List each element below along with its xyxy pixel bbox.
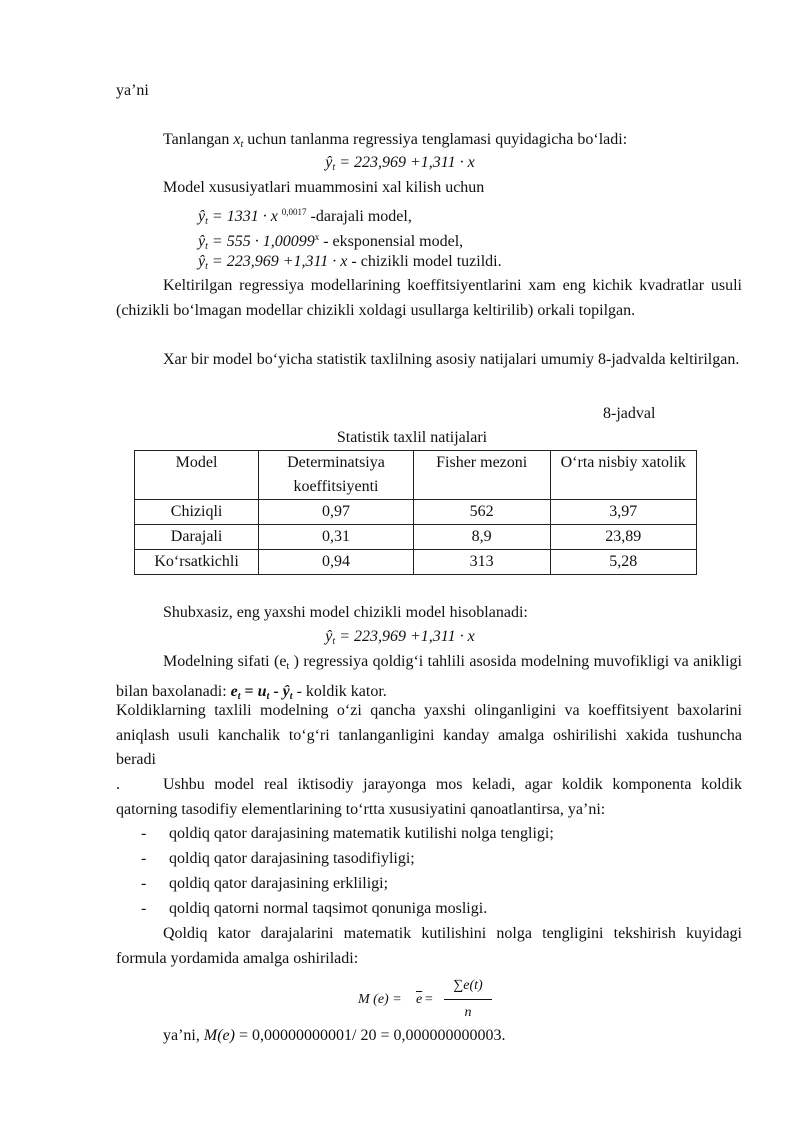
table-row xyxy=(135,525,697,550)
math-expr: = 223,969 +1,311 · x xyxy=(335,154,475,171)
math-sup: 0,0017 xyxy=(281,207,307,217)
math-var: ŷ xyxy=(325,154,333,171)
text-run: - koldik kator. xyxy=(292,682,387,700)
math-var: ŷ xyxy=(198,233,206,250)
model-intro: Model xususiyatlari muammosini xal kilish uchun xyxy=(163,179,485,196)
bullet-item: qoldiq qator darajasining erkliligi; xyxy=(169,875,389,892)
table-number: 8-jadval xyxy=(603,405,656,422)
math-sub: t xyxy=(332,636,336,647)
math-sub: t xyxy=(286,661,290,672)
math-var: u xyxy=(257,682,267,700)
table-cell: 0,97 xyxy=(259,500,414,525)
paragraph-koldiklarning: Koldiklarning taxlili modelning o‘zi qancha yaxshi olinganligini va koeffitsiyent baxolarini aniqlash usuli kanchalik to‘g‘ri tanlanganligini kanday amalga oshirilishi xakida tushuncha beradi xyxy=(116,702,742,768)
bullet-item: qoldiq qator darajasining tasodifiyligi; xyxy=(169,850,415,867)
table-title: Statistik taxlil natijalari xyxy=(336,429,488,446)
math-sub: t xyxy=(266,690,270,702)
final-result xyxy=(163,1024,505,1048)
text-run: ) regressiya qoldig‘i tahlili asosida modelning muvofikligi va anikligi bilan baxolanadi: xyxy=(116,653,743,700)
math-sub: t xyxy=(205,241,208,252)
bullet-item: qoldiq qator darajasining matematik kutilishi nolga tengligi; xyxy=(169,825,554,842)
math-expr: = 223,969 +1,311 · x xyxy=(335,628,475,645)
text-run: ya’ni, xyxy=(163,1027,204,1044)
text-run: = 0,00000000001/ 20 = 0,000000000003. xyxy=(234,1027,506,1044)
paragraph-qoldiq-kator: Qoldiq kator darajalarini matematik kutilishini nolga tengligini tekshirish kuyidagi formula yordamida amalga oshiriladi: xyxy=(116,925,742,967)
formula-numerator: ∑e(t) xyxy=(453,978,483,993)
table-cell: 3,97 xyxy=(550,500,696,525)
stray-dot: . xyxy=(116,776,120,793)
formula-ebar: $\overline{e}$ xyxy=(416,992,423,1007)
math-var: ŷ xyxy=(325,628,333,645)
math-var: ŷ xyxy=(282,682,290,700)
math-var: ŷ xyxy=(198,253,206,270)
bullet-dash: - xyxy=(141,900,147,917)
math-expr: = 555 · 1,00099 xyxy=(207,233,315,250)
text-run: - chizikli model tuzildi. xyxy=(351,253,502,270)
text-run: uchun tanlanma regressiya tenglamasi quyidagicha bo‘ladi: xyxy=(243,131,628,148)
bullet-dash: - xyxy=(141,850,147,867)
paragraph-keltirilgan: Keltirilgan regressiya modellarining koeffitsiyentlarini xam eng kichik kvadratlar usuli (chizikli bo‘lmagan modellar chizikli xoldagi usullarga keltirilib) orkali topilgan. xyxy=(116,277,742,319)
math-sub: t xyxy=(205,216,208,227)
bullet-dash: - xyxy=(141,825,147,842)
math-sub: t xyxy=(205,261,208,272)
formula-denominator: n xyxy=(464,1005,472,1020)
paragraph-xar-bir: Xar bir model bo‘yicha statistik taxlilning asosiy natijalari umumiy 8-jadvalda keltirilgan. xyxy=(163,351,740,368)
table-cell: 562 xyxy=(413,500,550,525)
table-cell: 5,28 xyxy=(550,550,696,575)
paragraph-shubxasiz: Shubxasiz, eng yaxshi model chizikli model hisoblanadi: xyxy=(163,604,528,621)
paragraph-ushbu-model: Ushbu model real iktisodiy jarayonga mos keladi, agar koldik komponenta koldik qatorning tasodifiy elementlarining to‘rtta xususiyatini qanoatlantirsa, ya’ni: xyxy=(116,776,742,818)
math-op: = xyxy=(240,682,258,700)
yani-line: ya’ni xyxy=(116,82,149,99)
header-cell: Model xyxy=(135,451,259,500)
text-run: -darajali model, xyxy=(306,208,412,225)
table-cell: 23,89 xyxy=(550,525,696,550)
table-cell: 0,31 xyxy=(259,525,414,550)
table-cell: 0,94 xyxy=(259,550,414,575)
header-cell: Fisher mezoni xyxy=(413,451,550,500)
table-cell: Chiziqli xyxy=(135,500,259,525)
table-row xyxy=(135,550,697,575)
math-sub: t xyxy=(237,690,241,702)
math-sub: t xyxy=(332,162,336,173)
fraction-bar xyxy=(444,999,492,1000)
bullet-item: qoldiq qatorni normal taqsimot qonuniga mosligi. xyxy=(169,900,488,917)
header-cell: O‘rta nisbiy xatolik xyxy=(550,451,696,500)
math-expr: = 223,969 +1,311 · x xyxy=(207,253,352,270)
math-expr: = 1331 · x xyxy=(207,208,282,225)
table-cell: 8,9 xyxy=(413,525,550,550)
bullet-dash: - xyxy=(141,875,147,892)
math-var: ŷ xyxy=(198,208,206,225)
table-row xyxy=(135,500,697,525)
math-sup: x xyxy=(314,232,320,242)
text-run: Modelning sifati (e xyxy=(163,653,287,670)
header-cell: Determinatsiya koeffitsiyenti xyxy=(259,451,414,500)
text-run: - eksponensial model, xyxy=(319,233,464,250)
table-cell: Ko‘rsatkichli xyxy=(135,550,259,575)
text-run: Tanlangan xyxy=(163,131,234,148)
math-op: - xyxy=(269,682,283,700)
table-cell: 313 xyxy=(413,550,550,575)
results-table xyxy=(134,450,697,575)
math-var: x xyxy=(233,131,241,148)
math-sub: t xyxy=(289,690,293,702)
math-sub: t xyxy=(240,139,244,150)
formula-lhs: M (e) = xyxy=(358,992,402,1007)
math-var: e xyxy=(230,682,238,700)
table-cell: Darajali xyxy=(135,525,259,550)
table-header-row xyxy=(135,451,697,500)
formula-equals: = xyxy=(424,992,434,1007)
math-expr: M(e) xyxy=(203,1027,235,1044)
